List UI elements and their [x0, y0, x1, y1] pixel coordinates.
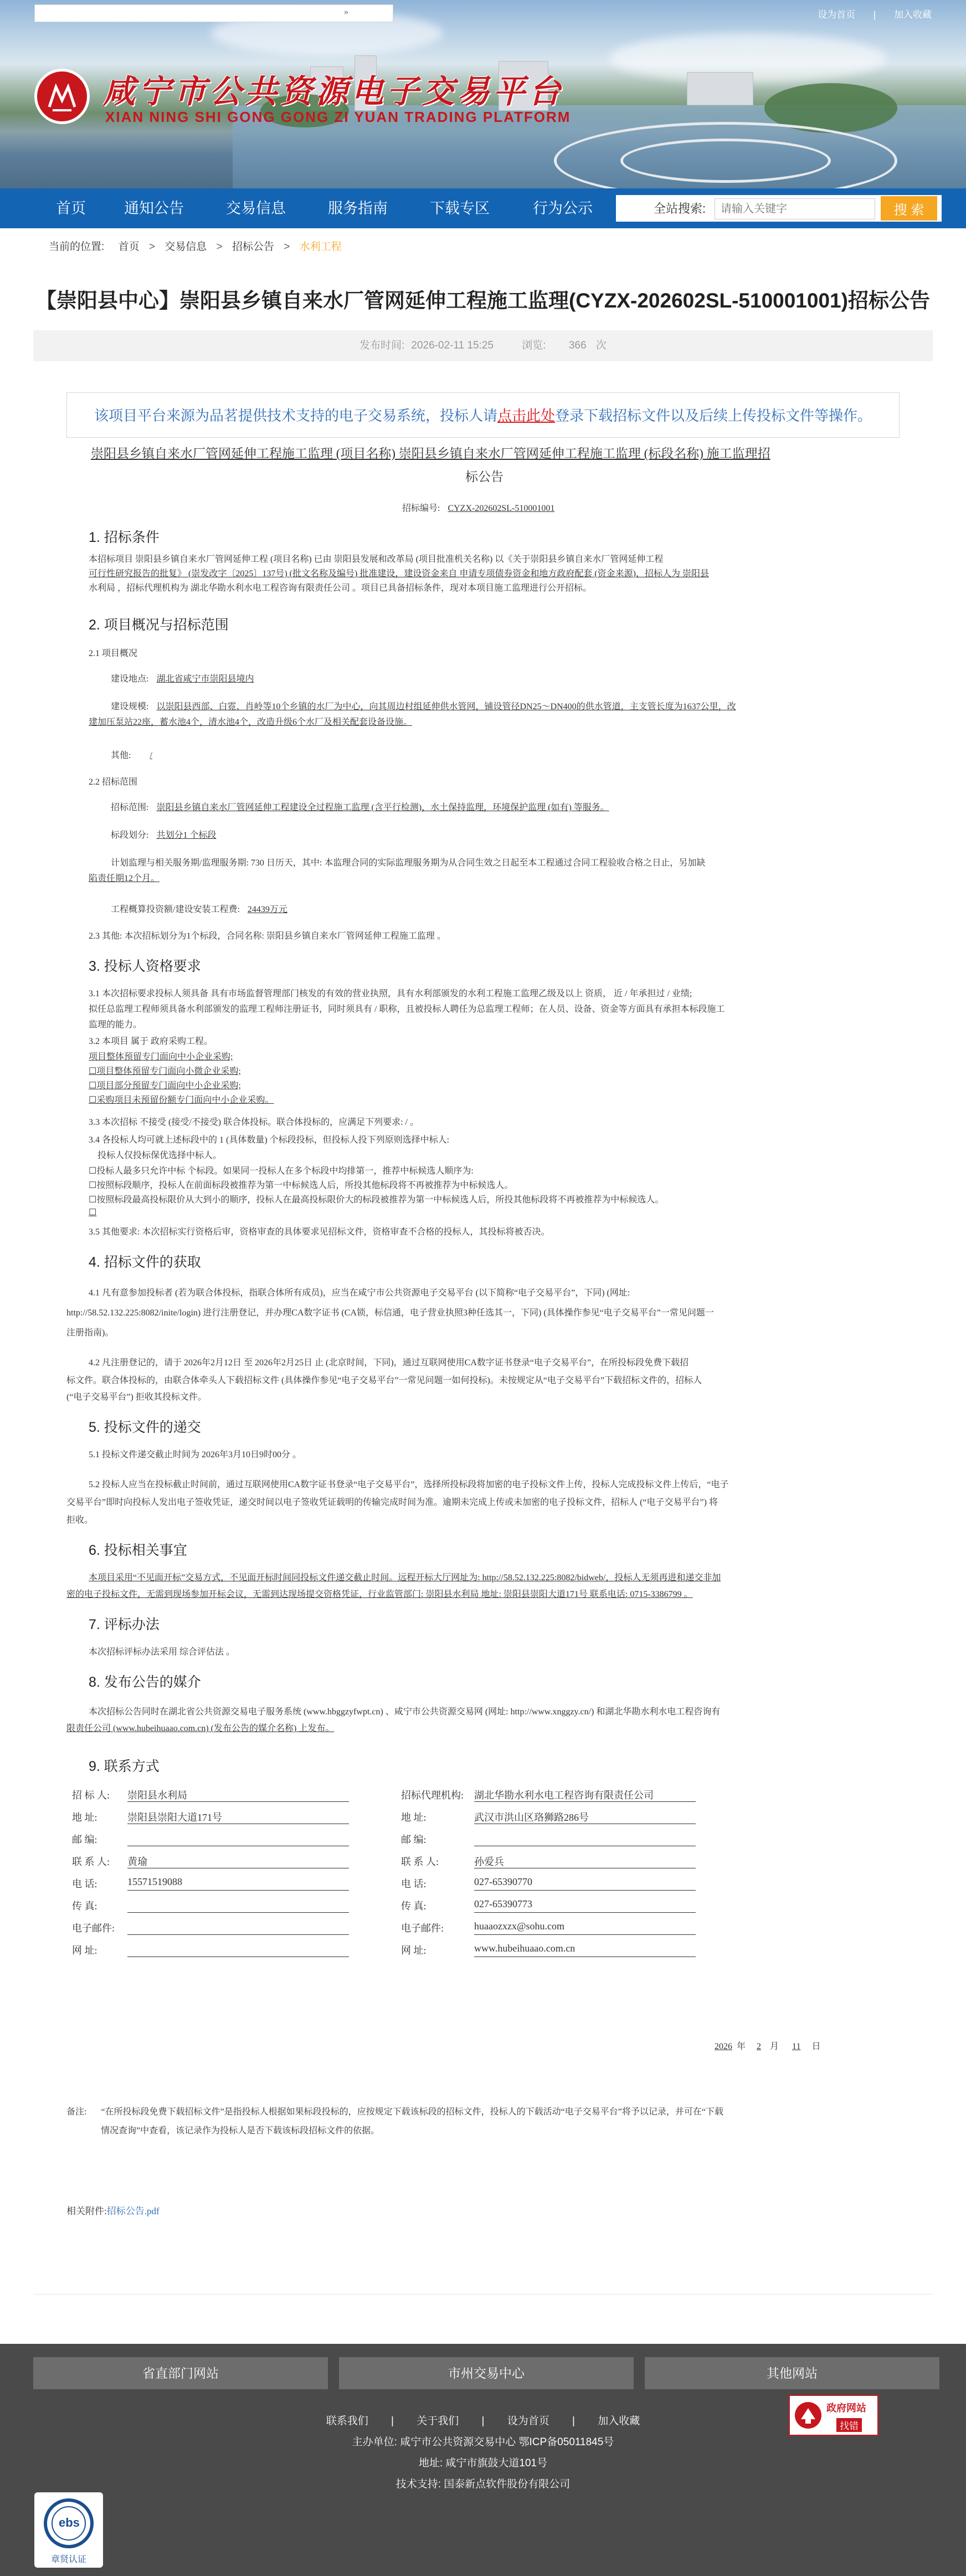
- field-label: 建设地点:: [111, 674, 149, 684]
- divider: [33, 2294, 933, 2295]
- para-line: 标文件。联合体投标的，由联合体牵头人下载招标文件 (具体操作参见“电子交易平台”一常见问题一如何投标)。未按规定从“电子交易平台”下载招标文件的，招标人: [66, 1376, 702, 1385]
- banner-building: [687, 72, 753, 105]
- section-heading: 1. 招标条件: [89, 530, 160, 545]
- para-line: 密的电子投标文件，无需到现场参加开标会议，无需到达现场提交资格凭证，行业监管部门: 崇阳县水利局 地址: 崇阳县崇阳大道171号 联系电话: 0715-3386799 。: [66, 1590, 693, 1599]
- contact-label: 招 标 人:: [72, 1790, 110, 1801]
- attachment-row: [66, 2203, 160, 2217]
- section-heading: 9. 联系方式: [89, 1759, 160, 1774]
- bid-number-value: CYZX-202602SL-510001001: [448, 504, 555, 513]
- para-line: 4.1 凡有意参加投标者 (若为联合体投标，指联合体所有成员)，应当在咸宁市公共资源电子交易平台 (以下简称“电子交易平台”，下同) (网址:: [89, 1288, 630, 1298]
- contact-value: 黄瑜: [127, 1854, 349, 1868]
- bid-number-label: 招标编号:: [402, 504, 440, 513]
- contact-label: 招标代理机构:: [401, 1790, 464, 1801]
- breadcrumb: [49, 238, 342, 253]
- contact-label: 电子邮件:: [401, 1923, 444, 1934]
- field-value: 24439万元: [247, 905, 287, 914]
- contact-value: [127, 1921, 349, 1935]
- contact-value: 027-65390773: [474, 1898, 696, 1913]
- doc-title-line: 标公告: [465, 470, 503, 484]
- contact-label: 网 址:: [401, 1945, 427, 1956]
- para-line: 5.1 投标文件递交截止时间为 2026年3月10日9时00分 。: [89, 1450, 302, 1459]
- option-line[interactable]: ☐按照标段顺序，投标人在前面标段被推荐为第一中标候选人后，所投其他标段将不再被推荐为中标候选人。: [89, 1181, 513, 1190]
- site-title-en: XIAN NING SHI GONG GONG ZI YUAN TRADING PLATFORM: [105, 109, 571, 125]
- field-value: /: [150, 751, 152, 760]
- para-line: 注册指南)。: [66, 1328, 114, 1338]
- remark-line: 情况查询”中查看，该记录作为投标人是否下载该标段招标文件的依据。: [101, 2126, 380, 2135]
- footer-tab-city-centers[interactable]: 市州交易中心: [339, 2357, 634, 2389]
- contact-us-link[interactable]: 联系我们: [326, 2415, 368, 2427]
- para-line: 2.3 其他: 本次招标划分为1个标段，合同名称: 崇阳县乡镇自来水厂管网延伸工程施工监理 。: [89, 931, 446, 941]
- double-arrow-icon[interactable]: »: [344, 7, 348, 17]
- top-links: [810, 7, 939, 21]
- logo-emblem-icon: [45, 79, 79, 114]
- ebs-label: ebs: [59, 2516, 80, 2529]
- remark-line: [66, 2104, 723, 2117]
- nav-item-downloads[interactable]: 下载专区: [430, 200, 490, 217]
- add-favorite-link[interactable]: 加入收藏: [598, 2415, 640, 2427]
- field-label: 标段划分:: [111, 831, 149, 840]
- para-line: 投标人仅投标保优选择中标人。: [97, 1151, 222, 1160]
- para-line: [111, 800, 609, 813]
- para-line: 建加压泵站22座，蓄水池4个，清水池4个，改造升级6个水厂及相关配套设备设施。: [89, 718, 413, 727]
- para-line: [111, 672, 254, 684]
- top-links-divider: |: [873, 9, 876, 20]
- breadcrumb-label: 当前的位置:: [49, 241, 105, 253]
- section-heading: 5. 投标文件的递交: [89, 1420, 201, 1435]
- contact-value: [127, 1898, 349, 1913]
- about-us-link[interactable]: 关于我们: [417, 2415, 459, 2427]
- notice-text-pre: 该项目平台来源为品茗提供技术支持的电子交易系统，投标人请: [94, 407, 497, 424]
- views-label: 浏览:: [522, 340, 546, 351]
- top-search-strip[interactable]: [34, 4, 393, 22]
- page-title: 【崇阳县中心】崇阳县乡镇自来水厂管网延伸工程施工监理(CYZX-202602SL-510001001)招标公告: [36, 289, 930, 312]
- para-line: 水利局 ，招标代理机构为 湖北华勘水利水电工程咨询有限责任公司 。项目已具备招标条件，现对本项目施工监理进行公开招标。: [89, 583, 592, 593]
- nav-item-notices[interactable]: 通知公告: [124, 200, 184, 217]
- para-line: 3.1 本次招标要求投标人须具备 具有市场监督管理部门核发的有效的营业执照，具有水利部颁发的水利工程施工监理乙级及以上 资质， 近 / 年承担过 / 业绩;: [89, 989, 692, 998]
- contact-label: 邮 编:: [401, 1834, 427, 1845]
- gov-emblem-icon: [793, 2400, 823, 2430]
- contact-value: [127, 1943, 349, 1957]
- contact-value: 孙爱兵: [474, 1854, 696, 1868]
- contact-value: 湖北华勘水利水电工程咨询有限责任公司: [474, 1788, 696, 1802]
- contact-label: 联 系 人:: [72, 1856, 110, 1867]
- header-banner: [0, 0, 966, 188]
- article-meta: [33, 330, 933, 361]
- banner-plaza-ring: [620, 139, 831, 183]
- breadcrumb-bid-notice[interactable]: 招标公告: [232, 241, 274, 253]
- para-line: 3.2 本项目 属于 政府采购工程。: [89, 1037, 213, 1046]
- views-count: 366: [568, 340, 587, 351]
- contact-value: 027-65390770: [474, 1876, 696, 1891]
- publish-label: 发布时间:: [359, 340, 405, 351]
- footer-sponsor: 主办单位: 咸宁市公共资源交易中心 鄂ICP备05011845号: [352, 2436, 614, 2448]
- nav-item-service-guide[interactable]: 服务指南: [328, 200, 388, 217]
- nav-item-trade-info[interactable]: 交易信息: [226, 200, 286, 217]
- para-line: 本招标项目 崇阳县乡镇自来水厂管网延伸工程 (项目名称) 已由 崇阳县发展和改革局 (项目批准机关名称) 以《关于崇阳县乡镇自来水厂管网延伸工程: [89, 555, 664, 564]
- option-line[interactable]: ☐: [89, 1208, 97, 1217]
- contact-value: www.hubeihuaao.com.cn: [474, 1943, 696, 1957]
- para-line: 5.2 投标人应当在投标截止时间前，通过互联网使用CA数字证书登录“电子交易平台”，选择所投标段将加密的电子投标文件上传，投标人完成投标文件上传后，“电子: [89, 1480, 729, 1489]
- para-line: 交易平台”即时向投标人发出电子签收凭证，递交时间以电子签收凭证载明的传输完成时间为准。逾期未完成上传或未加密的电子投标文件，招标人 (“电子交易平台”) 将: [66, 1498, 718, 1507]
- breadcrumb-separator: >: [284, 241, 290, 253]
- remark-text: “在所投标段免费下载招标文件”是指投标人根据如果标段投标的，应按规定下载该标段的招标文件，投标人的下载活动“电子交易平台”将予以记录，并可在“下载: [101, 2107, 723, 2117]
- para-line: 拒收。: [66, 1515, 94, 1525]
- contact-label: 电 话:: [72, 1878, 97, 1889]
- option-line[interactable]: ☐投标人最多只允许中标 个标段。如果同一投标人在多个标段中均排第一，推荐中标候选人顺序为:: [89, 1166, 474, 1176]
- breadcrumb-separator: >: [148, 241, 155, 253]
- site-title: 咸宁市公共资源电子交易平台: [103, 74, 564, 110]
- option-line[interactable]: ☐项目部分预留专门面向中小企业采购;: [89, 1081, 241, 1090]
- section-heading: 4. 招标文件的获取: [89, 1254, 201, 1270]
- set-homepage-link[interactable]: 设为首页: [507, 2415, 549, 2427]
- notice-text-post: 登录下载招标文件以及后续上传投标文件等操作。: [555, 407, 872, 424]
- para-line: (“电子交易平台”) 拒收其投标文件。: [66, 1392, 207, 1402]
- ebs-sub: 章贤认证: [51, 2555, 87, 2564]
- search-button[interactable]: 搜 索: [881, 196, 937, 221]
- contact-value: [127, 1832, 349, 1846]
- field-value: 湖北省咸宁市崇阳县境内: [156, 674, 254, 684]
- para-line: [111, 699, 736, 712]
- para-line: http://58.52.132.225:8082/inite/login) 进行注册登记，并办理CA数字证书 (CA锁，标信通，电子营业执照3种任选其一，下同) (具体操作参见“电子交易平台”一常见问题一: [66, 1308, 714, 1318]
- issue-date: [710, 2039, 820, 2052]
- section-heading: 7. 评标办法: [89, 1617, 160, 1632]
- main-nav: [0, 188, 966, 228]
- subsection-heading: 2.2 招标范围: [89, 777, 138, 787]
- option-line[interactable]: ☐采购项目未预留份额专门面向中小企业采购。: [89, 1095, 274, 1105]
- contact-label: 地 址:: [72, 1812, 97, 1823]
- footer-divider: |: [481, 2415, 485, 2427]
- para-line: 3.5 其他要求: 本次招标实行资格后审，资格审查的具体要求见招标文件，资格审查不合格的投标人，其投标将被否决。: [89, 1227, 550, 1237]
- para-line: 本次招标公告同时在湖北省公共资源交易电子服务系统 (www.hbggzyfwpt.cn) 、咸宁市公共资源交易网 (网址: http://www.xnggzy.cn/) 和湖北华勘水利水电工程咨询有: [89, 1707, 721, 1717]
- footer-divider: |: [572, 2415, 575, 2427]
- para-line: 计划监理与相关服务期/监理服务期: 730 日历天，其中: 本监理合同的实际监理服务期为从合同生效之日起至本工程通过合同工程验收合格之日止，另加缺: [111, 858, 706, 868]
- field-label: 建设规模:: [111, 702, 149, 711]
- bid-number: [402, 501, 554, 514]
- section-heading: 3. 投标人资格要求: [89, 959, 201, 974]
- contact-value: 武汉市洪山区珞狮路286号: [474, 1810, 696, 1824]
- subsection-heading: 2.1 项目概况: [89, 649, 138, 658]
- field-label: 其他:: [111, 751, 131, 760]
- footer-tab-provincial-sites[interactable]: 省直部门网站: [33, 2357, 328, 2389]
- gov-site-error-badge[interactable]: [789, 2395, 878, 2436]
- add-favorite-link[interactable]: 加入收藏: [894, 9, 932, 20]
- date-month-unit: 月: [770, 2042, 779, 2051]
- para-line: 监理的能力。: [89, 1020, 142, 1030]
- contact-label: 地 址:: [401, 1812, 427, 1823]
- footer-address: 地址: 咸宁市旗鼓大道101号: [418, 2457, 548, 2469]
- para-line: 本次招标评标办法采用 综合评估法 。: [89, 1647, 235, 1657]
- field-value: 共划分1 个标段: [156, 831, 217, 840]
- date-day-unit: 日: [811, 2042, 821, 2051]
- para-line: 拟任总监理工程师须具备水利部颁发的监理工程师注册证书，同时须具有 / 职称，且被投标人聘任为总监理工程师；在人员、设备、资金等方面具有承担本标段施工: [89, 1005, 725, 1014]
- doc-title-line: 崇阳县乡镇自来水厂管网延伸工程施工监理 (项目名称) 崇阳县乡镇自来水厂管网延伸工程施工监理 (标段名称) 施工监理招: [91, 447, 770, 460]
- contact-value: 崇阳县水利局: [127, 1788, 349, 1802]
- attachment-link[interactable]: 招标公告.pdf: [106, 2206, 160, 2216]
- breadcrumb-trade-info[interactable]: 交易信息: [165, 241, 207, 253]
- footer: [0, 2344, 966, 2576]
- date-month: 2: [757, 2042, 762, 2051]
- breadcrumb-separator: >: [216, 241, 223, 253]
- nav-item-behavior-disclosure[interactable]: 行为公示: [533, 200, 593, 217]
- ebs-certification-badge[interactable]: [34, 2492, 103, 2568]
- para-line: 3.3 本次招标 不接受 (接受/不接受) 联合体投标。联合体投标的，应满足下列要求: / 。: [89, 1118, 419, 1127]
- nav-item-home[interactable]: 首页: [56, 200, 86, 217]
- contact-label: 联 系 人:: [401, 1856, 439, 1867]
- site-logo[interactable]: [34, 69, 90, 124]
- field-value: 崇阳县乡镇自来水厂管网延伸工程建设全过程施工监理 (含平行检测)，水土保持监理，环境保护监理 (如有) 等服务。: [156, 803, 609, 812]
- contact-label: 电子邮件:: [72, 1923, 115, 1934]
- date-day: 11: [792, 2042, 801, 2051]
- para-line: 陷责任期12个月。: [89, 874, 160, 883]
- remark-label: 备注:: [66, 2107, 87, 2117]
- contact-value: 崇阳县崇阳大道171号: [127, 1810, 349, 1824]
- breadcrumb-current[interactable]: 水利工程: [299, 241, 342, 253]
- contact-label: 传 真:: [72, 1901, 97, 1912]
- section-heading: 2. 项目概况与招标范围: [89, 617, 229, 633]
- date-year-unit: 年: [737, 2042, 746, 2051]
- publish-time: 2026-02-11 15:25: [411, 340, 494, 351]
- para-line: [111, 748, 152, 761]
- contact-value: [474, 1832, 696, 1846]
- footer-tab-other-sites[interactable]: 其他网站: [645, 2357, 939, 2389]
- field-value: 以崇阳县西部、白霓、肖岭等10个乡镇的水厂为中心，向其周边村组延伸供水管网，铺设管径DN25～DN400的供水管道，主支管长度为1637公里，改: [156, 702, 736, 711]
- para-line: 3.4 各投标人均可就上述标段中的 1 (具体数量) 个标段投标，但投标人投下列原则选择中标人:: [89, 1135, 450, 1145]
- contact-label: 邮 编:: [72, 1834, 97, 1845]
- para-line: 可行性研究报告的批复》 (崇发改字〔2025〕137号) (批文名称及编号) 批准建设，建设资金来自 申请专项债券资金和地方政府配套 (资金来源)，招标人为 崇阳县: [89, 569, 709, 578]
- option-line[interactable]: ☐项目整体预留专门面向小微企业采购;: [89, 1067, 241, 1076]
- search-input[interactable]: [715, 198, 875, 219]
- para-line: 限责任公司 (www.hubeihuaao.com.cn) (发布公告的媒介名称) 上发布。: [66, 1724, 335, 1733]
- attachment-label: 相关附件:: [66, 2206, 107, 2216]
- notice-click-here-link[interactable]: 点击此处: [497, 407, 555, 424]
- set-homepage-link[interactable]: 设为首页: [818, 9, 856, 20]
- contact-value: 15571519088: [127, 1876, 349, 1891]
- para-line: [111, 902, 287, 915]
- para-line: [111, 828, 216, 841]
- section-heading: 6. 投标相关事宜: [89, 1543, 187, 1558]
- contact-label: 电 话:: [401, 1878, 427, 1889]
- contact-value: huaaozxzx@sohu.com: [474, 1921, 696, 1935]
- search-label: 全站搜索:: [654, 202, 706, 216]
- section-heading: 8. 发布公告的媒介: [89, 1674, 201, 1690]
- contact-label: 网 址:: [72, 1945, 97, 1956]
- breadcrumb-home[interactable]: 首页: [118, 241, 140, 253]
- footer-divider: |: [391, 2415, 394, 2427]
- footer-support: 技术支持: 国泰新点软件股份有限公司: [395, 2478, 571, 2490]
- gov-badge-title: 政府网站: [826, 2403, 866, 2414]
- gov-badge-sub: 找错: [836, 2418, 862, 2432]
- option-line[interactable]: 项目整体预留专门面向中小企业采购;: [89, 1052, 233, 1062]
- para-line: 4.2 凡注册登记的，请于 2026年2月12日 至 2026年2月25日 止 (北京时间，下同)，通过互联网使用CA数字证书登录“电子交易平台”，在所投标段免费下载招: [89, 1358, 689, 1368]
- contact-label: 传 真:: [401, 1901, 427, 1912]
- views-unit: 次: [595, 340, 607, 351]
- field-label: 招标范围:: [111, 803, 149, 812]
- platform-notice: [66, 392, 900, 438]
- date-year: 2026: [715, 2042, 732, 2051]
- option-line[interactable]: ☐按照标段最高投标限价从大到小的顺序，投标人在最高投标限价大的标段被推荐为第一中标候选人后，所投其他标段将不再被推荐为中标候选人。: [89, 1195, 664, 1205]
- field-label: 工程概算投资额/建设安装工程费:: [111, 905, 240, 914]
- para-line: 本项目采用“不见面开标”交易方式，不见面开标时间同投标文件递交截止时间。远程开标大厅网址为: http://58.52.132.225:8082/bidweb/，投标人无须再进和递交非加: [89, 1573, 721, 1583]
